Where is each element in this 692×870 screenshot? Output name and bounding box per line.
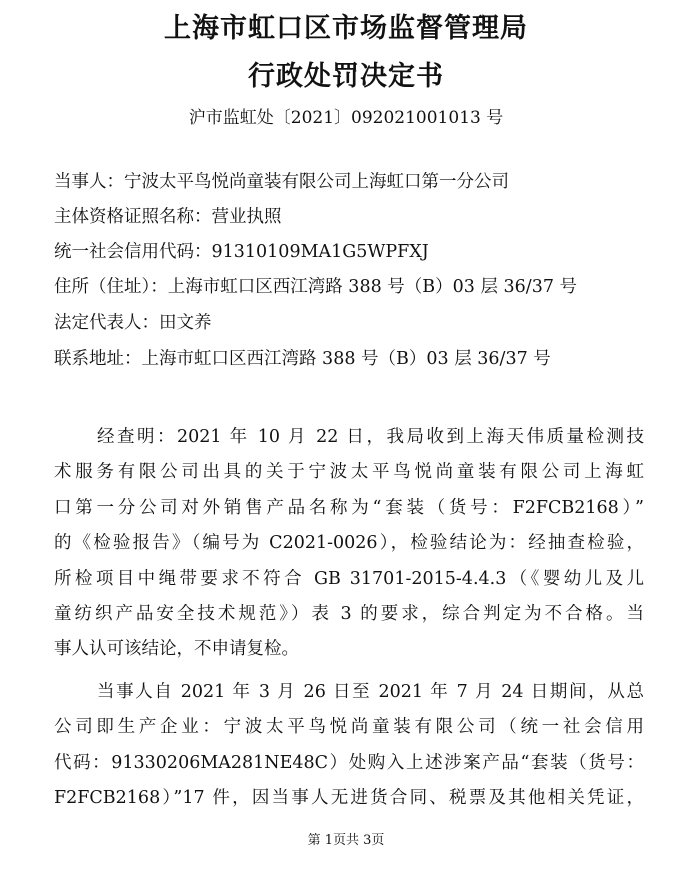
paragraph-line: 经查明：2021 年 10 月 22 日，我局收到上海天伟质量检测技: [97, 427, 644, 447]
paragraph-line: 代码：91330206MA281NE48C）处购入上述涉案产品“套装（货号：: [54, 753, 644, 773]
party-credit-code: 统一社会信用代码：91310109MA1G5WPFXJ: [54, 242, 429, 262]
paragraph-line: 童纺织产品安全技术规范》）表 3 的要求，综合判定为不合格。当: [54, 604, 644, 624]
paragraph-line: 口第一分公司对外销售产品名称为“套装（货号：F2FCB2168）”: [54, 498, 644, 518]
paragraph-line: F2FCB2168）”17 件，因当事人无进货合同、税票及其他相关凭证，: [54, 788, 644, 808]
party-name: 当事人：宁波太平鸟悦尚童装有限公司上海虹口第一分公司: [54, 172, 509, 192]
party-contact-address: 联系地址：上海市虹口区西江湾路 388 号（B）03 层 36/37 号: [54, 349, 551, 369]
document-number: 沪市监虹处〔2021〕092021001013 号: [188, 108, 504, 128]
party-address: 住所（住址）：上海市虹口区西江湾路 388 号（B）03 层 36/37 号: [54, 277, 578, 297]
document-title-type: 行政处罚决定书: [248, 61, 444, 92]
paragraph-line: 当事人自 2021 年 3 月 26 日至 2021 年 7 月 24 日期间，从总: [97, 682, 644, 702]
paragraph-line: 术服务有限公司出具的关于宁波太平鸟悦尚童装有限公司上海虹: [54, 462, 644, 482]
paragraph-line: 事人认可该结论，不申请复检。: [54, 639, 299, 659]
paragraph-line: 所检项目中绳带要求不符合 GB 31701-2015-4.4.3（《婴幼儿及儿: [54, 569, 644, 589]
party-license-type: 主体资格证照名称：营业执照: [54, 207, 282, 227]
paragraph-line: 的《检验报告》（编号为 C2021-0026），检验结论为：经抽查检验，: [54, 533, 644, 553]
document-title-agency: 上海市虹口区市场监督管理局: [164, 13, 528, 44]
page-footer: 第 1页共 3页: [307, 833, 385, 848]
party-legal-representative: 法定代表人：田文养: [54, 313, 212, 333]
paragraph-line: 公司即生产企业：宁波太平鸟悦尚童装有限公司（统一社会信用: [54, 717, 644, 737]
